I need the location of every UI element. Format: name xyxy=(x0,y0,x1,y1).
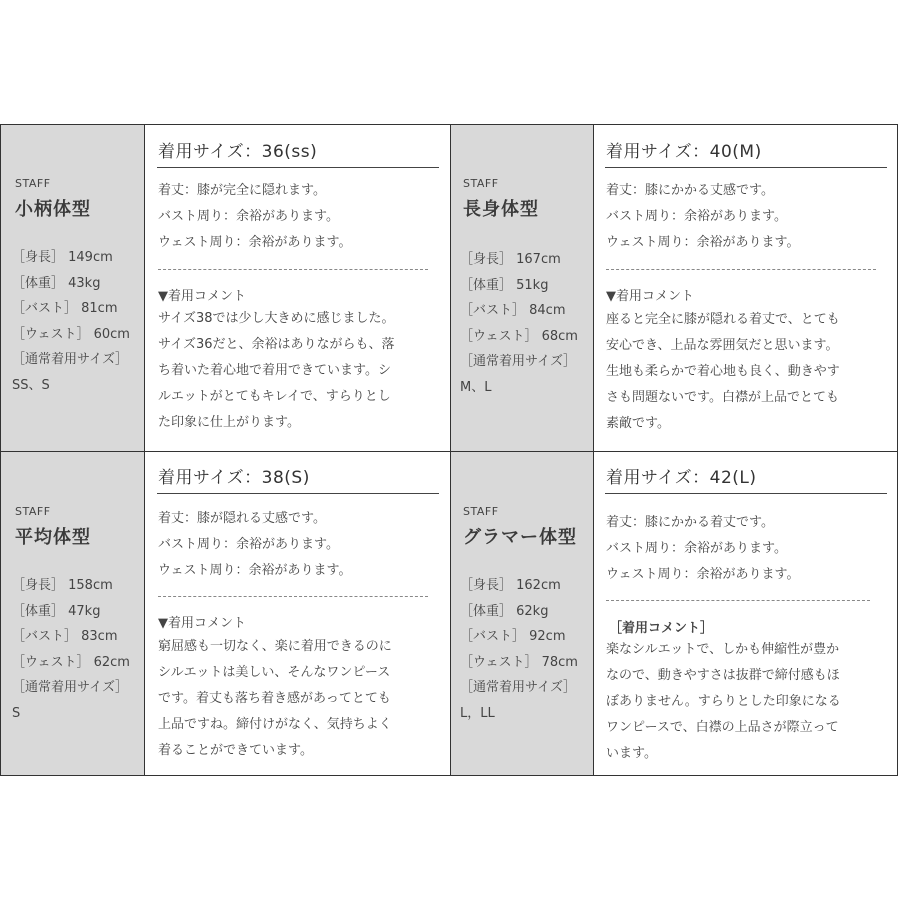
comment-line: サイズ36だと、余裕はありながらも、落 xyxy=(158,337,395,352)
title-underline xyxy=(157,167,439,168)
fit-bust: バスト周り：余裕があります。 xyxy=(158,537,339,552)
measurement-height: ［身長］ 167cm xyxy=(460,252,561,267)
body-type-name: 平均体型 xyxy=(15,527,91,548)
staff-label: STAFF xyxy=(463,177,499,190)
measurement-height: ［身長］ 149cm xyxy=(12,250,113,265)
measurement-weight: ［体重］ 43kg xyxy=(12,275,101,291)
comment-line: 上品ですね。締付けがなく、気持ちよく xyxy=(158,717,392,732)
comment-line: 着ることができています。 xyxy=(158,743,313,758)
staff-label: STAFF xyxy=(15,177,51,190)
usual-size-value: S xyxy=(12,705,21,721)
comment-line: シルエットは美しい、そんなワンピース xyxy=(158,665,391,680)
comment-line: 楽なシルエットで、しかも伸縮性が豊か xyxy=(606,642,840,657)
measurement-waist: ［ウェスト］ 78cm xyxy=(460,654,578,670)
title-underline xyxy=(605,167,887,168)
fit-length: 着丈：膝にかかる丈感です。 xyxy=(606,183,774,198)
fit-bust: バスト周り：余裕があります。 xyxy=(158,209,339,224)
comment-line: ワンピースで、白襟の上品さが際立って xyxy=(606,720,839,735)
staff-comment xyxy=(606,307,886,437)
comment-line: 安心でき、上品な雰囲気だと思います。 xyxy=(606,338,839,353)
body-type-name: グラマー体型 xyxy=(463,527,577,548)
fit-waist: ウェスト周り：余裕があります。 xyxy=(606,567,800,582)
usual-size-label: ［通常着用サイズ］ xyxy=(12,352,128,367)
measurement-waist: ［ウェスト］ 68cm xyxy=(460,328,578,344)
comment-line: 生地も柔らかで着心地も良く、動きやす xyxy=(606,364,840,379)
comment-line: です。着丈も落ち着き感があってとても xyxy=(158,691,391,706)
grid-divider xyxy=(450,125,451,775)
staff-measurements xyxy=(12,245,130,398)
staff-size-grid xyxy=(0,124,898,776)
comment-line: なので、動きやすさは抜群で締付感もほ xyxy=(606,668,840,683)
comment-heading: ▼着用コメント xyxy=(606,289,694,304)
measurement-bust: ［バスト］ 92cm xyxy=(460,629,566,644)
comment-line: さも問題ないです。白襟が上品でとても xyxy=(606,390,839,405)
staff-measurements xyxy=(460,247,578,400)
fit-length: 着丈：膝が隠れる丈感です。 xyxy=(158,511,326,526)
comment-line: た印象に仕上がります。 xyxy=(158,415,300,430)
staff-comment xyxy=(158,306,438,436)
staff-comment xyxy=(606,637,886,767)
fit-length: 着丈：膝が完全に隠れます。 xyxy=(158,183,326,198)
grid-divider xyxy=(1,451,897,452)
usual-size-label: ［通常着用サイズ］ xyxy=(12,680,128,695)
fit-notes xyxy=(158,506,351,584)
fit-waist: ウェスト周り：余裕があります。 xyxy=(158,563,352,578)
comment-line: サイズ38では少し大きめに感じました。 xyxy=(158,311,395,326)
fit-waist: ウェスト周り：余裕があります。 xyxy=(606,235,800,250)
measurement-weight: ［体重］ 47kg xyxy=(12,603,101,619)
section-divider xyxy=(158,596,428,597)
grid-divider xyxy=(593,125,594,775)
comment-line: 窮屈感も一切なく、楽に着用できるのに xyxy=(158,639,392,654)
comment-heading: ▼着用コメント xyxy=(158,289,246,304)
staff-measurements xyxy=(460,573,578,726)
fit-notes xyxy=(606,178,799,256)
section-divider xyxy=(606,269,876,270)
comment-line: ルエットがとてもキレイで、すらりとし xyxy=(158,389,391,404)
comment-heading: ［着用コメント］ xyxy=(609,621,714,636)
section-divider xyxy=(158,269,428,270)
section-divider xyxy=(606,600,870,601)
measurement-weight: ［体重］ 62kg xyxy=(460,603,549,619)
staff-comment xyxy=(158,634,438,764)
fit-bust: バスト周り：余裕があります。 xyxy=(606,209,787,224)
comment-line: 座ると完全に膝が隠れる着丈で、とても xyxy=(606,312,840,327)
measurement-waist: ［ウェスト］ 60cm xyxy=(12,326,130,342)
title-underline xyxy=(157,493,439,494)
comment-line: ぼありません。すらりとした印象になる xyxy=(606,694,841,709)
worn-size-title: 着用サイズ：36(ss) xyxy=(158,142,318,162)
comment-line: 素敵です。 xyxy=(606,416,670,431)
measurement-bust: ［バスト］ 84cm xyxy=(460,303,566,318)
usual-size-label: ［通常着用サイズ］ xyxy=(460,680,576,695)
grid-divider xyxy=(144,125,145,775)
fit-bust: バスト周り：余裕があります。 xyxy=(606,541,787,556)
fit-length: 着丈：膝にかかる着丈です。 xyxy=(606,515,774,530)
body-type-name: 長身体型 xyxy=(463,199,539,220)
fit-notes xyxy=(606,510,799,588)
comment-line: います。 xyxy=(606,746,657,761)
usual-size-value: L，LL xyxy=(460,705,495,721)
fit-notes xyxy=(158,178,351,256)
worn-size-title: 着用サイズ：40(M) xyxy=(606,142,762,162)
measurement-height: ［身長］ 162cm xyxy=(460,578,561,593)
title-underline xyxy=(605,493,887,494)
measurement-bust: ［バスト］ 83cm xyxy=(12,629,118,644)
fit-waist: ウェスト周り：余裕があります。 xyxy=(158,235,352,250)
measurement-height: ［身長］ 158cm xyxy=(12,578,113,593)
measurement-bust: ［バスト］ 81cm xyxy=(12,301,118,316)
usual-size-value: M、L xyxy=(460,379,492,395)
usual-size-label: ［通常着用サイズ］ xyxy=(460,354,576,369)
staff-measurements xyxy=(12,573,130,726)
comment-heading: ▼着用コメント xyxy=(158,616,246,631)
comment-line: ち着いた着心地で着用できています。シ xyxy=(158,363,391,378)
worn-size-title: 着用サイズ：38(S) xyxy=(158,468,310,488)
worn-size-title: 着用サイズ：42(L) xyxy=(606,468,757,488)
measurement-weight: ［体重］ 51kg xyxy=(460,277,549,293)
usual-size-value: SS、S xyxy=(12,377,50,393)
staff-label: STAFF xyxy=(463,505,499,518)
measurement-waist: ［ウェスト］ 62cm xyxy=(12,654,130,670)
body-type-name: 小柄体型 xyxy=(15,199,91,220)
staff-label: STAFF xyxy=(15,505,51,518)
